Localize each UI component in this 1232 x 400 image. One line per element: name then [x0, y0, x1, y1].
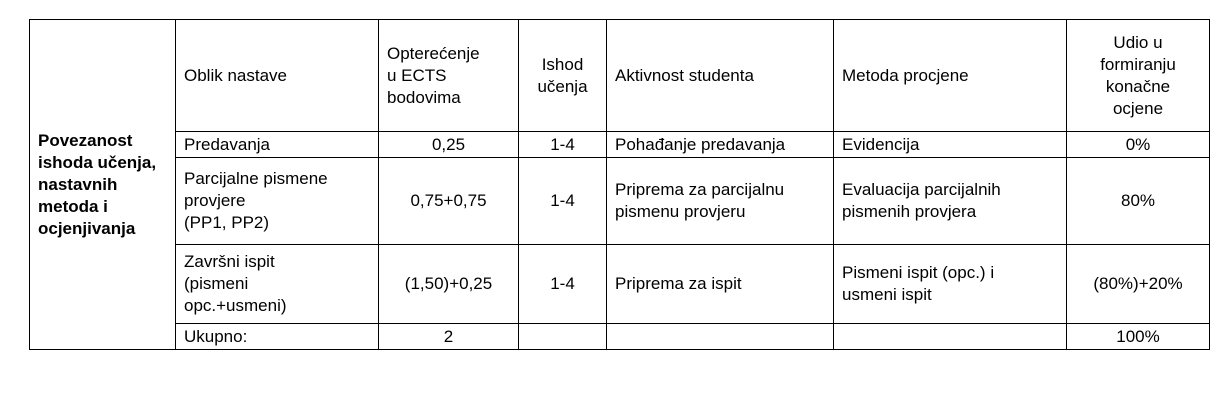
header-udio: Udio u formiranju konačne ocjene — [1067, 20, 1210, 132]
cell-oblik: Završni ispit (pismeni opc.+usmeni) — [176, 245, 379, 324]
cell-ects: 0,25 — [379, 132, 519, 158]
cell-total-label: Ukupno: — [176, 324, 379, 350]
cell-ects: (1,50)+0,25 — [379, 245, 519, 324]
header-opterecenje: Opterećenje u ECTS bodovima — [379, 20, 519, 132]
cell-empty — [519, 324, 607, 350]
table-total-row — [30, 324, 1210, 350]
cell-empty — [607, 324, 834, 350]
cell-total-udio: 100% — [1067, 324, 1210, 350]
cell-ishod: 1-4 — [519, 158, 607, 245]
cell-udio: 0% — [1067, 132, 1210, 158]
cell-oblik: Predavanja — [176, 132, 379, 158]
header-oblik-nastave: Oblik nastave — [176, 20, 379, 132]
cell-ects: 0,75+0,75 — [379, 158, 519, 245]
table-row — [30, 245, 1210, 324]
cell-aktivnost: Priprema za ispit — [607, 245, 834, 324]
header-ishod: Ishod učenja — [519, 20, 607, 132]
ects-table — [29, 19, 1210, 350]
table-row — [30, 132, 1210, 158]
cell-aktivnost: Priprema za parcijalnu pismenu provjeru — [607, 158, 834, 245]
cell-aktivnost: Pohađanje predavanja — [607, 132, 834, 158]
cell-udio: 80% — [1067, 158, 1210, 245]
table-header-row — [30, 20, 1210, 132]
header-aktivnost: Aktivnost studenta — [607, 20, 834, 132]
header-metoda: Metoda procjene — [834, 20, 1067, 132]
row-header-text: Povezanost ishoda učenja, nastavnih metoda i ocjenjivanja — [38, 130, 157, 238]
cell-total-ects: 2 — [379, 324, 519, 350]
cell-metoda: Evidencija — [834, 132, 1067, 158]
cell-ishod: 1-4 — [519, 245, 607, 324]
cell-metoda: Evaluacija parcijalnih pismenih provjera — [834, 158, 1067, 245]
cell-ishod: 1-4 — [519, 132, 607, 158]
cell-empty — [834, 324, 1067, 350]
table-row — [30, 158, 1210, 245]
cell-udio: (80%)+20% — [1067, 245, 1210, 324]
cell-oblik: Parcijalne pismene provjere (PP1, PP2) — [176, 158, 379, 245]
row-header-cell — [30, 20, 176, 350]
cell-metoda: Pismeni ispit (opc.) i usmeni ispit — [834, 245, 1067, 324]
